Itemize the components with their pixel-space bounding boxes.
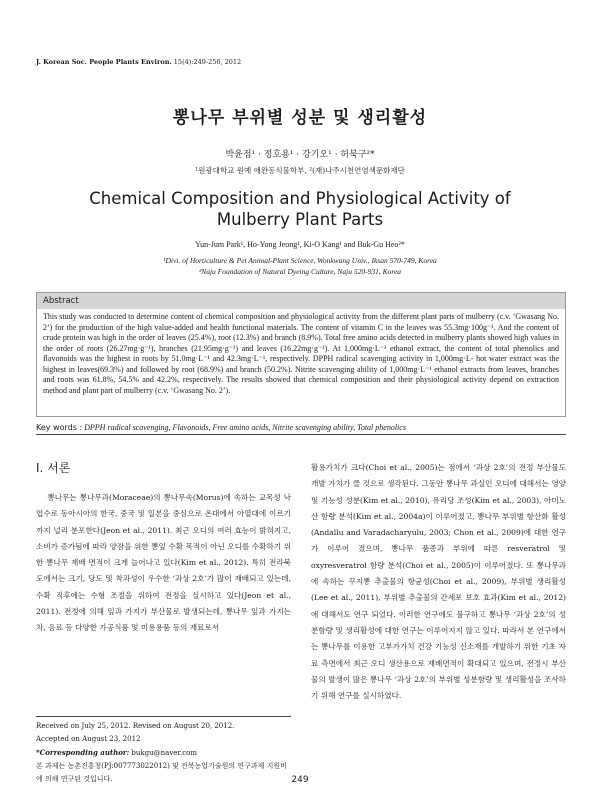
authors-korean: 박윤점¹ · 정호용¹ · 강기오¹ · 허북구²* xyxy=(225,150,375,160)
journal-name: J. Korean Soc. People Plants Environ. xyxy=(36,58,172,66)
keywords-divider xyxy=(36,434,566,435)
footnote-divider xyxy=(36,716,291,717)
left-column xyxy=(36,460,291,637)
page-number: 249 xyxy=(291,775,309,785)
right-column xyxy=(311,460,566,704)
affiliations-english xyxy=(0,255,600,277)
footnote-accepted: Accepted on August 23, 2012 xyxy=(36,735,141,743)
right-paragraph: 활용가치가 크다(Choi et al., 2005)는 점에서 ‘과상 2호’의 전정 부산물도 개발 가치가 클 것으로 생각된다. 그동안 뽕나무 과실인 오디에 대해서는 영양 및 기능성 성분(Kim et al., 2010), 유리당 조성(Kim et al., 2003), 아미노산 함량 분석(Kim et al., 2004a)이 이루어졌고, 뽕나무 부위별 항산화 활성(Andallu and Varadacharyulu, 2003; Chon et al., 2009)에 대한 연구가 이루어 졌으며, 뽕나무 품종과 부위에 따른 resveratrol 및 oxyresveratrol 함량 분석(Choi et al., 2005)이 이루어졌다. 또 뽕나무과에 속하는 꾸지뽕 추출물의 항균성(Choi et al., 2009), 부위별 생리활성(Lee et al., 2011), 부위별 추출물의 간세포 보호 효과(Kim et al., 2012)에 대해서도 연구 되었다. 이러한 연구에도 불구하고 뽕나무 ‘과상 2호’의 성분함량 및 생리활성에 대한 연구는 이루어지지 않고 있다. 따라서 본 연구에서는 뽕나무를 이용한 고부가가치 건강 기능성 신소재를 개발하기 위한 기초 자료 측면에서 최근 오디 생산용으로 재배면적이 확대되고 있으며, 전정시 부산물의 발생이 많은 뽕나무 ‘과상 2호’의 부위별 성분함량 및 생리활성을 조사하기 위해 연구를 실시하였다. xyxy=(311,463,566,701)
footnote-received: Received on July 25, 2012. Revised on August 20, 2012. xyxy=(36,722,235,730)
journal-volume: 15(4):249-256, 2012 xyxy=(173,58,242,66)
abstract-box xyxy=(36,292,566,417)
title-english-line1: Chemical Composition and Physiological Activity of xyxy=(89,189,511,208)
abstract-text: This study was conducted to determine content of chemical composition and physiological activity from the different plant parts of mulberry (c.v. ‘Gwasang No. 2’) for the production of the high value-added and health functional materials. The content of vitamin C in the leaves was 55.3mg·100g⁻¹. And the content of crude protein was high in the order of leaves (25.4%), root (12.3%) and branch (8.9%). Total free amino acids detected in mulberry plants showed high values in the order of roots (26.27mg·g⁻¹), branches (21.95mg·g⁻¹) and leaves (16.22mg·g⁻¹). At 1,000mg·L⁻¹ ethanol extract, the content of total phenolics and flavonoids was the highest in roots by 51.0mg·L⁻¹ and 42.3mg·L⁻¹, respectively. DPPH radical scavenging activity in 1,000mg·L- hot water extract was the highest in leaves(69.3%) and followed by root (68.9%) and branch (50.2%). Nitrite scavenging ability of 1,000mg·L⁻¹ ethanol extracts from leaves, branches and roots was 61.8%, 54.5% and 42.2%, respectively. The results showed that chemical composition and their physiological activity depend on extraction method and plant part of mulberry (c.v. ‘Gwasang No. 2’). xyxy=(43,312,559,395)
footnote-corresponding xyxy=(36,746,291,760)
abstract-heading: Abstract xyxy=(37,293,565,309)
journal-citation xyxy=(36,58,241,66)
title-english xyxy=(0,188,600,230)
affiliations-korean: ¹원광대학교 원예 애완동식물학부, ²(재)나주시천연염색문화재단 xyxy=(195,166,405,175)
title-korean: 뽕나무 부위별 성분 및 생리활성 xyxy=(172,108,428,128)
left-paragraph: 뽕나무는 뽕나무과(Moraceae)의 뽕나무속(Morus)에 속하는 교목성 낙엽수로 동아시아의 한국, 중국 및 일본을 중심으로 온대에서 아열대에 이르기까지 널리 분포한다(Jeon et al., 2011). 최근 오디의 여러 효능이 밝혀지고, 소비가 증가됨에 따라 양잠을 위한 뽕잎 수확 목적이 아닌 오디를 수확하기 위한 뽕나무 재배 면적이 크게 늘어나고 있다(Kim et al., 2012). 특히 전라북도에서는 크기, 당도 및 착과성이 우수한 ‘과상 2호’가 많이 재배되고 있는데, 수확 직후에는 수형 조절을 위하여 전정을 실시하고 있다(Jeon et al., 2011). 전정에 의해 잎과 가지가 부산물로 발생되는데, 뽕나무 잎과 가지는 차, 음료 등 다양한 가공식품 및 미용용품 등의 재료로서 xyxy=(36,493,291,633)
title-english-line2: Mulberry Plant Parts xyxy=(216,210,384,229)
corresponding-email: bukgu@naver.com xyxy=(131,749,197,757)
authors-english: Yun-Jum Park¹, Ho-Yong Jeong¹, Ki-O Kang¹ and Buk-Gu Heo²* xyxy=(195,240,405,249)
corresponding-label: *Corresponding author: xyxy=(36,748,130,757)
affiliation-english-1: ¹Divi. of Horticulture & Pet Animal-Plant Science, Wonkwang Univ., Iksan 570-749, Korea xyxy=(163,256,437,265)
affiliation-english-2: ²Naju Foundation of Natural Dyeing Culture, Naju 520-931, Korea xyxy=(198,267,402,276)
footnote-funding: 본 과제는 농촌진흥청(PJ:007773022012) 및 전북농업기술원의 연구과제 지원비에 의해 연구된 것입니다. xyxy=(36,762,287,783)
keywords-text: DPPH radical scavenging, Flavonoids, Free amino acids, Nitrite scavenging ability, Total phenolics xyxy=(84,423,406,432)
section-heading: Ⅰ. 서론 xyxy=(36,461,71,475)
keywords xyxy=(36,423,566,432)
keywords-label: Key words : xyxy=(36,423,83,432)
